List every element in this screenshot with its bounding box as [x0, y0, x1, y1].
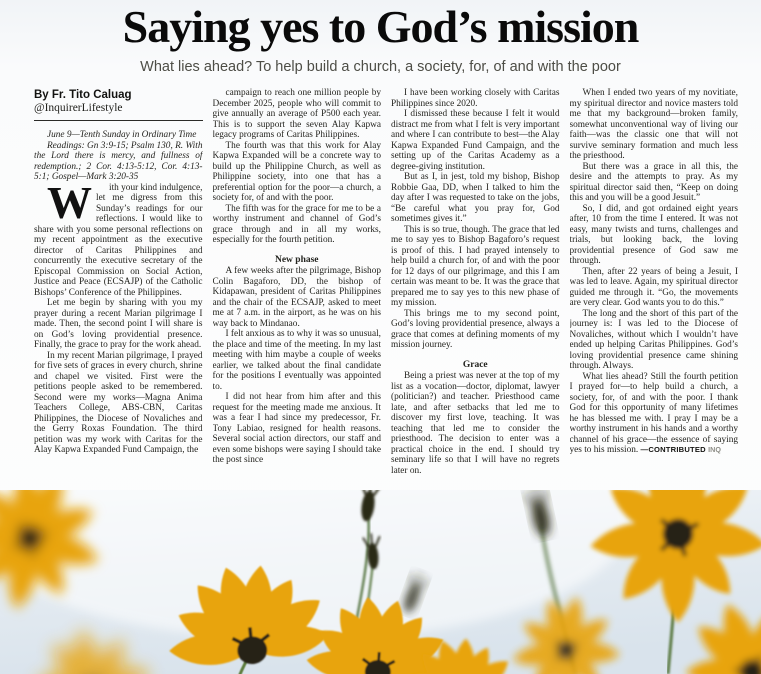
paragraph: This brings me to my second point, God’s loving providential presence, always a grace that comes at defining moments of my mission journey. [391, 308, 560, 350]
paragraph: I felt anxious as to why it was so unusual, the place and time of the meeting. In my last meeting with him maybe a couple of weeks earlier, we talked about the final candidate for the positions I eventually was appointed to. [212, 329, 381, 392]
paragraph: Then, after 22 years of being a Jesuit, I was led to leave. Again, my spiritual director guided me through it. “Go, the movements are very clear. God wants you to do this.” [569, 266, 738, 308]
byline-author: By Fr. Tito Caluag [34, 89, 132, 101]
drop-cap: W [47, 177, 92, 228]
paragraph [34, 177, 203, 299]
paragraph: I dismissed these because I felt it would distract me from what I felt is very important and where I can contribute to best—the Alay Kapwa Expanded Fund Campaign, and the setting up of the Caritas Academy as a degree-giving institution. [391, 109, 560, 172]
paragraph: Being a priest was never at the top of my list as a vocation—doctor, diplomat, lawyer (politician?) and teacher. Priesthood came late, and after setbacks that led me to discover my first love, teaching. It was teaching that led me to consider the priesthood. The decision to enter was a practical choice in the end. I should try seminary life so that I will have no regrets later on. [391, 371, 560, 476]
paragraph: I did not hear from him after and this request for the meeting made me anxious. It was a fear I had since my predecessor, Fr. Tony Labiao, resigned for health reasons. Several social action directors, our staff and even some bishops were saying I should take the post since [212, 392, 381, 465]
page-subtitle: What lies ahead? To help build a church, a society, for, of and with the poor [140, 59, 621, 75]
flower-photo [0, 490, 761, 674]
paragraph-text: ith your kind indulgence, let me digress from this Sunday’s readings for our reflections. I would like to share with you some personal reflections on my recent appointment as the executive director of Caritas Philippines and concurrently the executive secretary of the Episcopal Commission on Social Action, Justice and Peace (ECSAJP) of the Catholic Bishops’ Conference of the Philippines. [34, 182, 203, 298]
paragraph: campaign to reach one million people by December 2025, people who will commit to give annually an average of P500 each year. This is to support the seven Alay Kapwa legacy programs of Caritas Philippines. [212, 88, 381, 140]
article-column-4 [570, 88, 739, 478]
paragraph: This is so true, though. The grace that led me to say yes to Bishop Bagaforo’s request is proof of this. I had prayed intensely to help build a church for, of and with the poor for 12 days of our pilgrimage, and this I am certain was meant to be. It was the grace that prepared me to say yes to this new phase of my mission. [391, 224, 560, 308]
section-subhead-grace: Grace [462, 359, 488, 370]
intro-readings: Readings: Gn 3:9-15; Psalm 130, R. With the Lord there is mercy, and fullness of redemption.; 2 Cor. 4:13-5:12, Cor. 4:13-5:1; Gospel—Mark 3:20-35 [34, 140, 203, 182]
flower-photo-illustration [0, 490, 761, 674]
section-subhead-new-phase: New phase [274, 254, 319, 265]
article-column-3 [391, 88, 560, 478]
inq-endmark: INQ [708, 445, 721, 454]
paragraph: But as I, in jest, told my bishop, Bishop Robbie Gaa, DD, when I talked to him the day after I was requested to take on the jobs, “Be careful what you pray for, God sometimes gives it.” [391, 172, 560, 224]
page-title: Saying yes to God’s mission [122, 1, 639, 52]
paragraph: But there was a grace in all this, the desire and the attempts to pray. As my spiritual director said then, “Keep on doing this and you will be a good Jesuit.” [569, 161, 738, 203]
article-column-2 [213, 88, 382, 478]
byline [34, 88, 203, 121]
paragraph: In my recent Marian pilgrimage, I prayed for five sets of graces in every church, shrine and chapel we visited. First were the petitions people asked to be remembered. Second were my works—Magna Anima Teachers College, ABS-CBN, Caritas Philippines, the Diocese of Novaliches and the Gerry Roxas Foundation. The third petition was my work with Caritas for the Alay Kapwa Expanded Fund Campaign, the [34, 350, 203, 455]
paragraph: The long and the short of this part of the journey is: I was led to the Diocese of Novaliches, without which I wouldn’t have ended up helping Caritas Philippines. God’s loving providential presence came shining through. Always. [569, 308, 738, 371]
contributed-tag: —CONTRIBUTED [640, 445, 706, 454]
paragraph: So, I did, and got ordained eight years after, 10 from the time I entered. It was not easy, many twists and turns, challenges and trials, but looking back, the loving providential presence of God saw me through. [569, 203, 738, 266]
article-column-1 [34, 88, 203, 478]
paragraph-text: What lies ahead? Still the fourth petition I prayed for—to help build a church, a society, for, of and with the poor. I thank God for this opportunity of many lifetimes he has blessed me with. I pray I may be a worthy instrument in his hands and a worthy channel of his grace—the essence of saying yes to his mission. [569, 371, 738, 455]
paragraph [570, 372, 739, 456]
paragraph: A few weeks after the pilgrimage, Bishop Colin Bagaforo, DD, the bishop of Kidapawan, president of Caritas Philippines and the chair of the ECSAJP, asked to meet me at 7 a.m. in the airport, as he was on his way back to Mindanao. [212, 266, 381, 329]
intro-date-line: June 9—Tenth Sunday in Ordinary Time [47, 130, 197, 140]
paragraph: The fifth was for the grace for me to be a worthy instrument and channel of God’s grace through and in all my works, especially for the fourth petition. [212, 203, 381, 245]
paragraph: The fourth was that this work for Alay Kapwa Expanded will be a concrete way to build up the Philippine Church, as well as Philippine society, into one that has a preferential option for the poor—a church, a society for, of and with the poor. [212, 140, 381, 203]
paragraph: When I ended two years of my novitiate, my spiritual director and novice masters told me that my background—broken family, somewhat unconventional way of living our faith—was the classic one that will not survive seminary formation and much less the priesthood. [569, 88, 738, 161]
paragraph: I have been working closely with Caritas Philippines since 2020. [391, 88, 560, 109]
article-body [34, 88, 738, 478]
paragraph: Let me begin by sharing with you my prayer during a recent Marian pilgrimage I made. Then, the second point I will share is on God’s loving providential presence. Finally, the grace to pray for the work ahead. [34, 298, 203, 350]
byline-handle: @InquirerLifestyle [34, 102, 123, 114]
